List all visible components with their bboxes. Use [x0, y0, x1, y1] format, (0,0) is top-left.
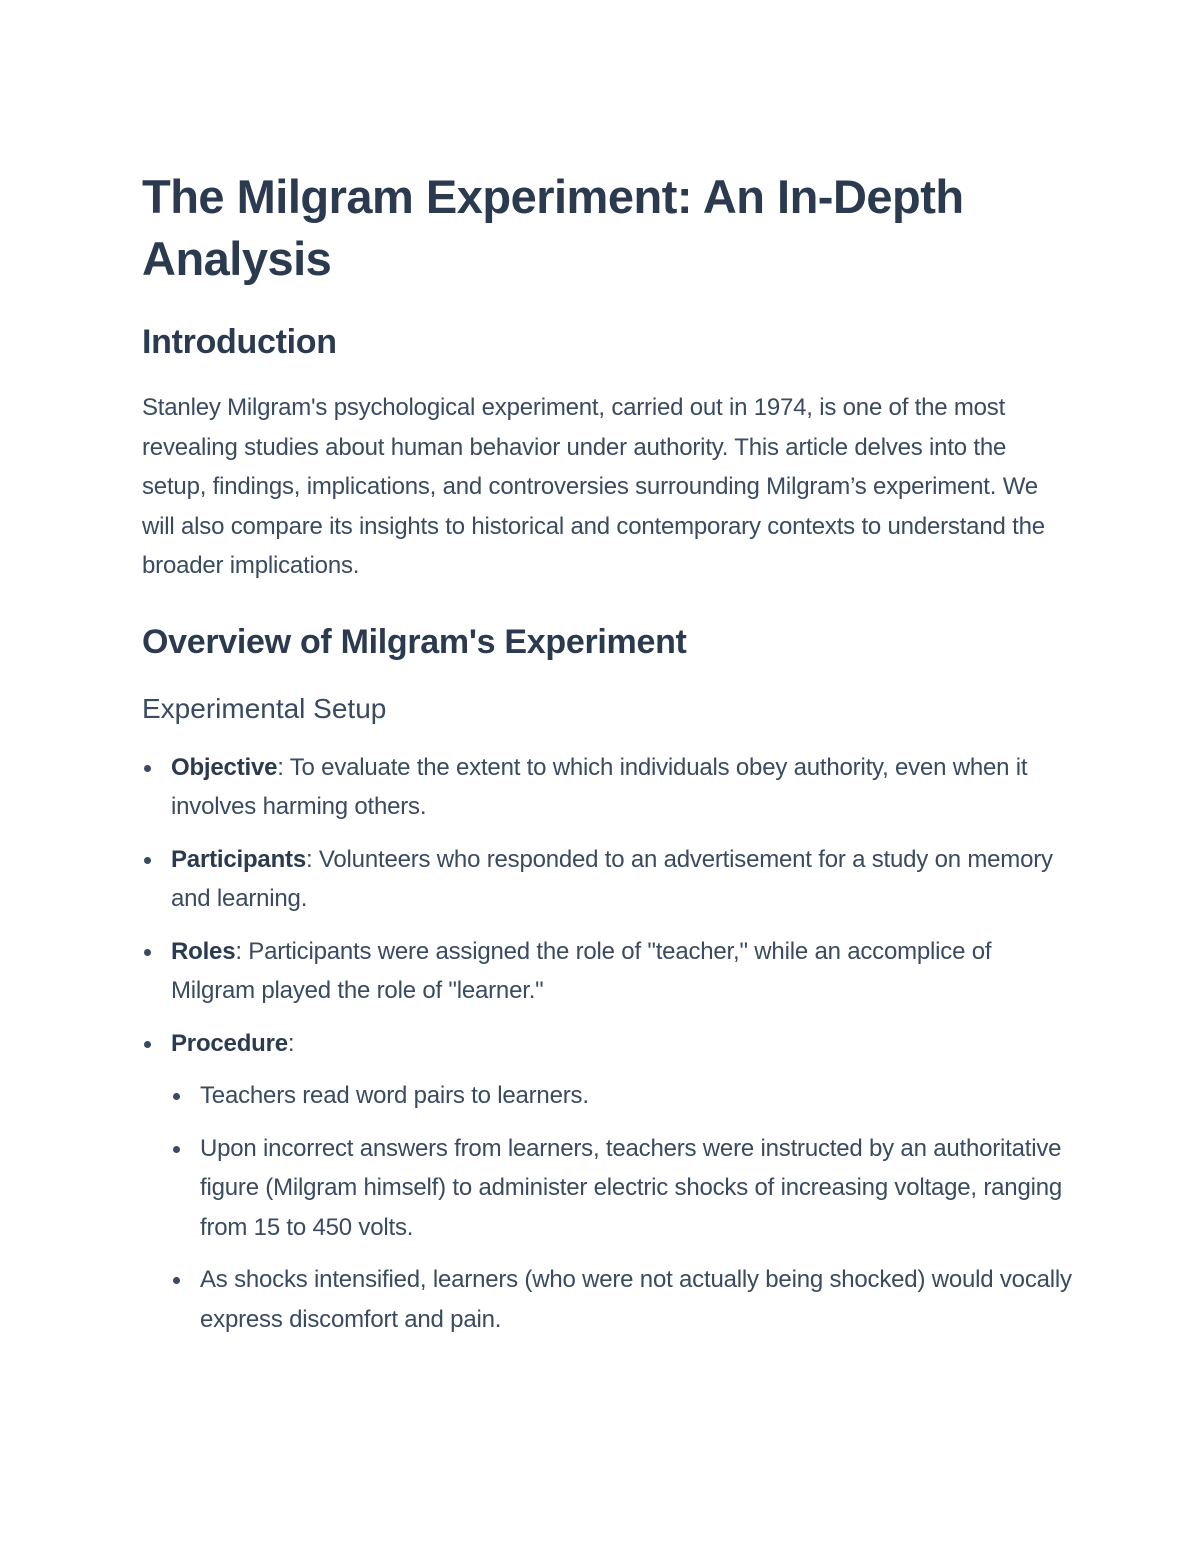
bullet-icon: [144, 765, 151, 772]
procedure-step-text: As shocks intensified, learners (who were not actually being shocked) would vocally express discomfort and pain.: [200, 1266, 1072, 1333]
bullet-icon: [173, 1146, 180, 1153]
procedure-step-text: Teachers read word pairs to learners.: [200, 1082, 589, 1109]
bullet-icon: [144, 1041, 151, 1048]
list-item-term: Participants: [171, 845, 306, 873]
procedure-step: [171, 1260, 1072, 1339]
bullet-icon: [173, 1277, 180, 1284]
document-page: [142, 166, 1072, 1352]
procedure-step-text: Upon incorrect answers from learners, teachers were instructed by an authoritative figure (Milgram himself) to administer electric shocks of increasing voltage, ranging from 15 to 450 volts.: [200, 1134, 1063, 1241]
bullet-icon: [144, 857, 151, 864]
bullet-icon: [144, 949, 151, 956]
overview-heading: Overview of Milgram's Experiment: [142, 622, 687, 661]
setup-list: [142, 748, 1072, 1340]
list-item-text: : Participants were assigned the role of "teacher," while an accomplice of Milgram played the role of "learner.": [171, 937, 992, 1004]
list-item-term: Procedure: [171, 1029, 288, 1057]
experimental-setup-heading: Experimental Setup: [142, 692, 387, 724]
bullet-icon: [173, 1093, 180, 1100]
document-title: The Milgram Experiment: An In-Depth Analysis: [142, 170, 964, 285]
procedure-step: [171, 1076, 1072, 1116]
introduction-paragraph: Stanley Milgram's psychological experiment, carried out in 1974, is one of the most revealing studies about human behavior under authority. This article delves into the setup, findings, implications, and controversies surrounding Milgram’s experiment. We will also compare its insights to historical and contemporary contexts to understand the broader implications.: [142, 394, 1045, 579]
procedure-step: [171, 1129, 1072, 1248]
list-item-roles: [142, 932, 1072, 1011]
list-item-term: Roles: [171, 937, 236, 965]
list-item-text: : Volunteers who responded to an advertisement for a study on memory and learning.: [171, 845, 1053, 912]
list-item-term: Objective: [171, 753, 278, 781]
list-item-procedure: [142, 1024, 1072, 1340]
list-item-text: :: [287, 1029, 295, 1057]
list-item-objective: [142, 748, 1072, 827]
introduction-heading: Introduction: [142, 323, 337, 361]
procedure-steps-list: [171, 1076, 1072, 1339]
list-item-participants: [142, 840, 1072, 919]
list-item-text: : To evaluate the extent to which individuals obey authority, even when it involves harming others.: [171, 753, 1028, 820]
